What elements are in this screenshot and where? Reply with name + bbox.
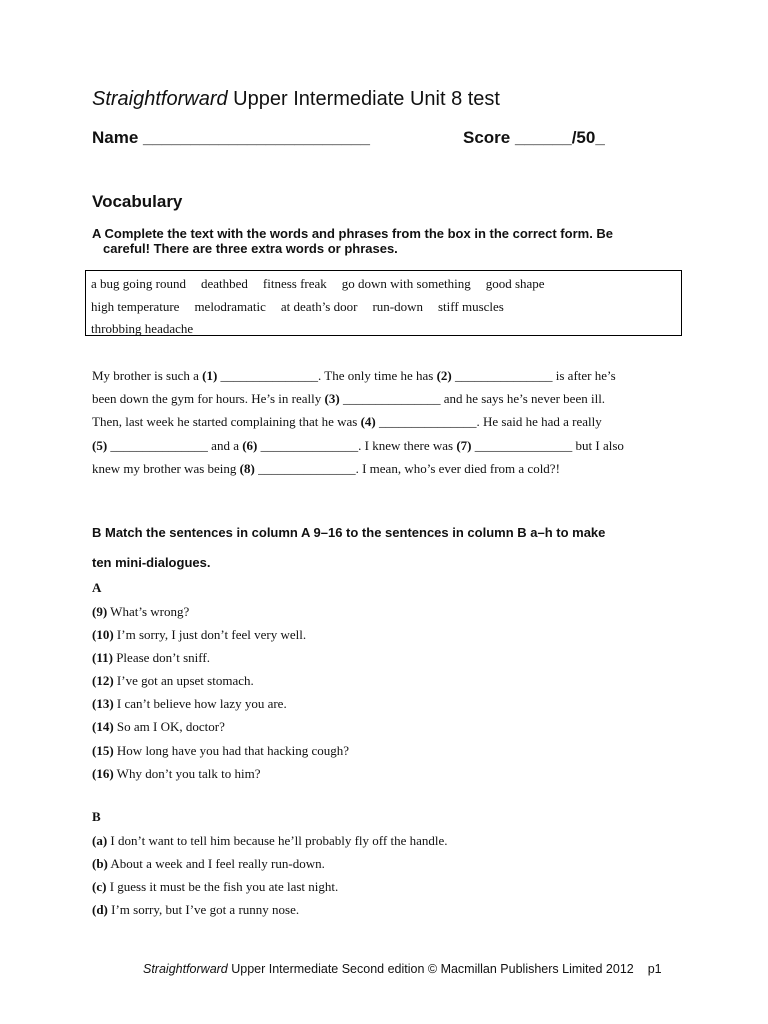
- gap-text-line: [92, 387, 682, 410]
- item-text: Please don’t sniff.: [112, 650, 210, 666]
- list-item: [92, 600, 692, 623]
- title-series: Straightforward: [92, 88, 228, 110]
- list-item: [92, 692, 692, 715]
- word-box-item: high temperature: [91, 298, 180, 314]
- list-item: [92, 623, 692, 646]
- word-box-item: a bug going round: [91, 276, 186, 291]
- word-box-row: [91, 318, 676, 341]
- item-number: (b): [92, 856, 108, 872]
- instruction-b-line1: B Match the sentences in column A 9–16 to the sentences in column B a–h to make: [92, 525, 606, 540]
- score-field: Score ______/50_: [463, 128, 605, 147]
- item-text: I’m sorry, I just don’t feel very well.: [113, 627, 307, 643]
- list-item: [92, 646, 692, 669]
- list-item: [92, 829, 692, 852]
- footer-series: Straightforward: [143, 962, 228, 976]
- word-box-item: melodramatic: [194, 298, 266, 314]
- item-number: (a): [92, 833, 108, 848]
- gap-number: (4): [360, 414, 376, 430]
- column-b-heading: B: [92, 809, 101, 824]
- word-box-item: deathbed: [200, 276, 248, 291]
- word-box-item: fitness freak: [262, 276, 327, 291]
- instruction-a-line2: careful! There are three extra words or phrases.: [103, 241, 398, 256]
- word-box-row: [91, 296, 676, 319]
- gap-text-line: [92, 434, 682, 457]
- gap-number: (7): [456, 437, 472, 453]
- gap-text-segment: _______________ and he says he’s never been ill.: [339, 391, 606, 407]
- column-b-list: [92, 829, 692, 921]
- list-item: [92, 739, 692, 762]
- item-text: About a week and I feel really run-down.: [107, 856, 325, 872]
- gap-text-segment: been down the gym for hours. He’s in really: [92, 391, 325, 407]
- instruction-a-line1: A Complete the text with the words and phrases from the box in the correct form. Be: [92, 226, 614, 241]
- instruction-b-line2: ten mini-dialogues.: [92, 555, 211, 570]
- gap-text-segment: _______________. I mean, who’s ever died from a cold?!: [254, 460, 560, 476]
- item-number: (11): [92, 650, 113, 666]
- item-number: (13): [92, 696, 114, 712]
- gap-text-line: [92, 364, 682, 387]
- list-item: [92, 715, 692, 738]
- word-box-item: good shape: [485, 276, 545, 291]
- word-box-item: at death’s door: [280, 298, 358, 314]
- footer-copyright: Upper Intermediate Second edition © Macmillan Publishers Limited 2012: [227, 962, 634, 976]
- item-number: (c): [92, 879, 107, 895]
- column-a-list: [92, 600, 692, 785]
- list-item: [92, 875, 692, 898]
- word-box-item: stiff muscles: [438, 298, 504, 314]
- gap-number: (5): [92, 437, 108, 453]
- gap-text-segment: _______________ and a: [107, 437, 243, 453]
- item-text: What’s wrong?: [107, 604, 190, 619]
- gap-text-segment: My brother is such a: [92, 368, 203, 383]
- page-title: [92, 88, 500, 111]
- gap-text-segment: _______________. I knew there was: [257, 437, 457, 453]
- word-box-row: [91, 273, 676, 296]
- word-box: [85, 270, 682, 336]
- gap-text-segment: knew my brother was being: [92, 460, 240, 476]
- gap-text-line: [92, 410, 682, 433]
- gap-text-segment: _______________ is after he’s: [451, 368, 616, 383]
- gap-number: (3): [324, 391, 340, 407]
- item-number: (14): [92, 719, 114, 735]
- list-item: [92, 898, 692, 921]
- item-number: (15): [92, 742, 114, 758]
- gap-number: (6): [242, 437, 258, 453]
- item-number: (9): [92, 604, 108, 619]
- gap-text-line: [92, 457, 682, 480]
- gap-text-segment: Then, last week he started complaining that he was: [92, 414, 361, 430]
- list-item: [92, 762, 692, 785]
- word-box-item: go down with something: [341, 276, 471, 291]
- item-text: How long have you had that hacking cough?: [113, 742, 350, 758]
- item-text: I’m sorry, but I’ve got a runny nose.: [107, 902, 300, 918]
- gap-text-segment: _______________. He said he had a really: [375, 414, 602, 430]
- gap-number: (1): [202, 368, 218, 383]
- item-text: I’ve got an upset stomach.: [113, 673, 254, 689]
- footer: [143, 962, 662, 976]
- item-text: So am I OK, doctor?: [113, 719, 225, 735]
- page-number: p1: [647, 962, 662, 976]
- gap-number: (2): [436, 368, 452, 383]
- item-text: I guess it must be the fish you ate last night.: [106, 879, 339, 895]
- section-heading-vocabulary: Vocabulary: [92, 192, 183, 211]
- item-number: (16): [92, 765, 114, 781]
- item-number: (d): [92, 902, 108, 918]
- word-box-item: run-down: [372, 298, 423, 314]
- gap-text-segment: _______________. The only time he has: [217, 368, 437, 383]
- item-text: I can’t believe how lazy you are.: [113, 696, 287, 712]
- name-field: Name ________________________: [92, 128, 370, 147]
- instruction-a: [92, 226, 682, 256]
- column-a-heading: A: [92, 580, 102, 595]
- list-item: [92, 669, 692, 692]
- list-item: [92, 852, 692, 875]
- gap-text-segment: _______________ but I also: [471, 437, 624, 453]
- word-box-item: throbbing headache: [91, 321, 194, 336]
- instruction-b: [92, 518, 692, 578]
- item-text: Why don’t you talk to him?: [113, 765, 261, 781]
- item-number: (10): [92, 627, 114, 643]
- item-number: (12): [92, 673, 114, 689]
- item-text: I don’t want to tell him because he’ll probably fly off the handle.: [107, 833, 448, 848]
- title-rest: Upper Intermediate Unit 8 test: [227, 88, 500, 110]
- gap-number: (8): [239, 460, 255, 476]
- gap-fill-text: [92, 364, 682, 480]
